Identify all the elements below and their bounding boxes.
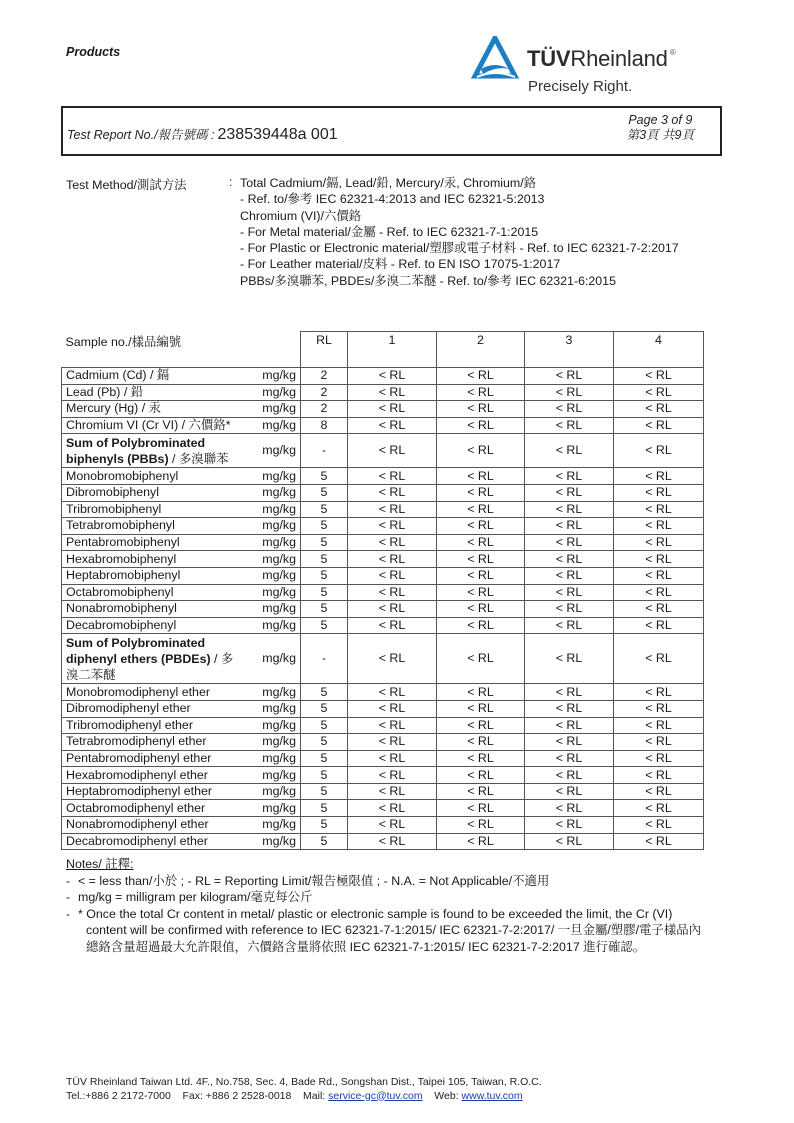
sample-2-result: < RL bbox=[437, 800, 525, 817]
sample-2-result: < RL bbox=[437, 750, 525, 767]
unit-cell: mg/kg bbox=[250, 601, 301, 618]
rl-cell: 5 bbox=[301, 534, 348, 551]
table-row bbox=[62, 617, 704, 634]
unit-cell: mg/kg bbox=[250, 501, 301, 518]
sample-3-result: < RL bbox=[525, 750, 614, 767]
table-row bbox=[62, 584, 704, 601]
sample-4-result: < RL bbox=[614, 700, 704, 717]
column-header-sample-1: 1 bbox=[348, 332, 437, 368]
unit-cell: mg/kg bbox=[250, 617, 301, 634]
table-row bbox=[62, 634, 704, 684]
rl-cell: 5 bbox=[301, 684, 348, 701]
table-row bbox=[62, 684, 704, 701]
results-table bbox=[61, 331, 704, 850]
unit-cell: mg/kg bbox=[250, 534, 301, 551]
unit-cell: mg/kg bbox=[250, 384, 301, 401]
column-header-sample-4: 4 bbox=[614, 332, 704, 368]
substance-name: Decabromodiphenyl ether bbox=[62, 833, 250, 850]
table-row bbox=[62, 567, 704, 584]
substance-name: Tribromodiphenyl ether bbox=[62, 717, 250, 734]
sample-2-result: < RL bbox=[437, 833, 525, 850]
substance-name: Monobromobiphenyl bbox=[62, 468, 250, 485]
test-method-list bbox=[240, 175, 679, 289]
sample-1-result: < RL bbox=[348, 417, 437, 434]
rl-cell: 5 bbox=[301, 783, 348, 800]
sample-1-result: < RL bbox=[348, 634, 437, 684]
sample-4-result: < RL bbox=[614, 634, 704, 684]
rl-cell: - bbox=[301, 434, 348, 468]
unit-cell: mg/kg bbox=[250, 417, 301, 434]
note-line: 總鉻含量超過最大允許限值，六價鉻含量將依照 IEC 62321-7-1:2015/ IEC 62321-7-2:2017 進行確認。 bbox=[86, 939, 646, 954]
substance-name: Nonabromodiphenyl ether bbox=[62, 817, 250, 834]
unit-cell: mg/kg bbox=[250, 518, 301, 535]
unit-cell: mg/kg bbox=[250, 567, 301, 584]
sample-3-result: < RL bbox=[525, 734, 614, 751]
table-row bbox=[62, 767, 704, 784]
substance-name-bold: Sum of Polybrominated diphenyl ethers (PBDEs) bbox=[66, 635, 211, 666]
test-method-line: PBBs/多溴聯苯, PBDEs/多溴二苯醚 - Ref. to/參考 IEC 62321-6:2015 bbox=[240, 273, 616, 288]
sample-4-result: < RL bbox=[614, 684, 704, 701]
sample-4-result: < RL bbox=[614, 601, 704, 618]
sample-3-result: < RL bbox=[525, 417, 614, 434]
table-row bbox=[62, 518, 704, 535]
sample-4-result: < RL bbox=[614, 534, 704, 551]
sample-1-result: < RL bbox=[348, 817, 437, 834]
table-row bbox=[62, 800, 704, 817]
sample-1-result: < RL bbox=[348, 551, 437, 568]
table-row bbox=[62, 434, 704, 468]
column-header-rl: RL bbox=[301, 332, 348, 368]
substance-name: Octabromodiphenyl ether bbox=[62, 800, 250, 817]
table-row bbox=[62, 417, 704, 434]
sample-1-result: < RL bbox=[348, 501, 437, 518]
sample-3-result: < RL bbox=[525, 817, 614, 834]
test-method-colon: : bbox=[229, 175, 233, 189]
sample-2-result: < RL bbox=[437, 551, 525, 568]
rl-cell: 5 bbox=[301, 767, 348, 784]
substance-name: Pentabromodiphenyl ether bbox=[62, 750, 250, 767]
sample-1-result: < RL bbox=[348, 734, 437, 751]
substance-name: Chromium VI (Cr VI) / 六價鉻* bbox=[62, 417, 250, 434]
unit-cell: mg/kg bbox=[250, 551, 301, 568]
sample-2-result: < RL bbox=[437, 484, 525, 501]
substance-name bbox=[62, 434, 250, 468]
sample-3-result: < RL bbox=[525, 468, 614, 485]
rl-cell: 5 bbox=[301, 567, 348, 584]
report-number-label: Test Report No./報告號碼 : bbox=[67, 128, 215, 142]
rl-cell: 2 bbox=[301, 368, 348, 385]
rl-cell: 5 bbox=[301, 717, 348, 734]
unit-cell: mg/kg bbox=[250, 817, 301, 834]
rl-cell: 5 bbox=[301, 750, 348, 767]
rl-cell: 5 bbox=[301, 468, 348, 485]
unit-cell: mg/kg bbox=[250, 800, 301, 817]
substance-name: Mercury (Hg) / 汞 bbox=[62, 401, 250, 418]
sample-4-result: < RL bbox=[614, 767, 704, 784]
table-row bbox=[62, 501, 704, 518]
registered-mark-icon: ® bbox=[669, 48, 676, 57]
footer-tel: Tel.:+886 2 2172-7000 bbox=[66, 1089, 171, 1102]
sample-1-result: < RL bbox=[348, 601, 437, 618]
sample-2-result: < RL bbox=[437, 468, 525, 485]
substance-name: Tribromobiphenyl bbox=[62, 501, 250, 518]
substance-name-zh: / 多溴聯苯 bbox=[168, 451, 229, 466]
rl-cell: 5 bbox=[301, 551, 348, 568]
sample-2-result: < RL bbox=[437, 518, 525, 535]
sample-3-result: < RL bbox=[525, 501, 614, 518]
rl-cell: 5 bbox=[301, 518, 348, 535]
page-footer bbox=[66, 1076, 542, 1103]
sample-4-result: < RL bbox=[614, 401, 704, 418]
sample-1-result: < RL bbox=[348, 783, 437, 800]
sample-3-result: < RL bbox=[525, 833, 614, 850]
section-label: Products bbox=[66, 45, 121, 59]
page-indicator-en: Page 3 of 9 bbox=[628, 113, 693, 127]
table-row bbox=[62, 368, 704, 385]
test-method-line: - For Plastic or Electronic material/塑膠或電子材料 - Ref. to IEC 62321-7-2:2017 bbox=[240, 241, 679, 256]
substance-name: Decabromobiphenyl bbox=[62, 617, 250, 634]
table-row bbox=[62, 833, 704, 850]
sample-1-result: < RL bbox=[348, 384, 437, 401]
unit-cell: mg/kg bbox=[250, 717, 301, 734]
unit-cell: mg/kg bbox=[250, 468, 301, 485]
sample-3-result: < RL bbox=[525, 567, 614, 584]
logo-tagline: Precisely Right. bbox=[528, 78, 633, 95]
triangle-logo-icon bbox=[471, 36, 519, 80]
sample-3-result: < RL bbox=[525, 518, 614, 535]
sample-4-result: < RL bbox=[614, 750, 704, 767]
sample-2-result: < RL bbox=[437, 734, 525, 751]
sample-2-result: < RL bbox=[437, 384, 525, 401]
logo-brand-bold: TÜV bbox=[527, 46, 571, 71]
sample-4-result: < RL bbox=[614, 734, 704, 751]
sample-1-result: < RL bbox=[348, 567, 437, 584]
sample-2-result: < RL bbox=[437, 617, 525, 634]
sample-3-result: < RL bbox=[525, 684, 614, 701]
sample-2-result: < RL bbox=[437, 601, 525, 618]
sample-4-result: < RL bbox=[614, 584, 704, 601]
table-row bbox=[62, 468, 704, 485]
table-row bbox=[62, 817, 704, 834]
rl-cell: 5 bbox=[301, 833, 348, 850]
sample-4-result: < RL bbox=[614, 551, 704, 568]
rl-cell: 5 bbox=[301, 800, 348, 817]
sample-3-result: < RL bbox=[525, 617, 614, 634]
table-row bbox=[62, 783, 704, 800]
unit-cell: mg/kg bbox=[250, 750, 301, 767]
rl-cell: 5 bbox=[301, 700, 348, 717]
sample-1-result: < RL bbox=[348, 833, 437, 850]
substance-name: Monobromodiphenyl ether bbox=[62, 684, 250, 701]
rl-cell: 2 bbox=[301, 401, 348, 418]
substance-name: Tetrabromodiphenyl ether bbox=[62, 734, 250, 751]
tuv-rheinland-logo bbox=[471, 36, 721, 98]
sample-4-result: < RL bbox=[614, 833, 704, 850]
rl-cell: 5 bbox=[301, 817, 348, 834]
sample-4-result: < RL bbox=[614, 368, 704, 385]
sample-2-result: < RL bbox=[437, 501, 525, 518]
rl-cell: 5 bbox=[301, 501, 348, 518]
rl-cell: 8 bbox=[301, 417, 348, 434]
table-row bbox=[62, 750, 704, 767]
note-dash: - bbox=[66, 890, 71, 904]
sample-3-result: < RL bbox=[525, 434, 614, 468]
table-row bbox=[62, 551, 704, 568]
rl-cell: 2 bbox=[301, 384, 348, 401]
note-line: * Once the total Cr content in metal/ plastic or electronic sample is found to be exceeded the limit, the Cr (VI) bbox=[78, 906, 673, 921]
footer-mail-link[interactable]: service-gc@tuv.com bbox=[328, 1089, 423, 1102]
sample-3-result: < RL bbox=[525, 534, 614, 551]
table-row bbox=[62, 384, 704, 401]
sample-1-result: < RL bbox=[348, 700, 437, 717]
sample-3-result: < RL bbox=[525, 634, 614, 684]
test-method-line: Total Cadmium/鎘, Lead/鉛, Mercury/汞, Chromium/鉻 bbox=[240, 176, 537, 190]
rl-cell: 5 bbox=[301, 617, 348, 634]
sample-1-result: < RL bbox=[348, 401, 437, 418]
sample-1-result: < RL bbox=[348, 750, 437, 767]
unit-cell: mg/kg bbox=[250, 368, 301, 385]
sample-1-result: < RL bbox=[348, 534, 437, 551]
sample-4-result: < RL bbox=[614, 434, 704, 468]
test-method-line: Chromium (VI)/六價鉻 bbox=[240, 208, 362, 223]
sample-4-result: < RL bbox=[614, 384, 704, 401]
sample-1-result: < RL bbox=[348, 518, 437, 535]
note-item bbox=[66, 906, 766, 956]
sample-2-result: < RL bbox=[437, 434, 525, 468]
sample-4-result: < RL bbox=[614, 484, 704, 501]
sample-4-result: < RL bbox=[614, 567, 704, 584]
substance-name-bold: Sum of Polybrominated biphenyls (PBBs) bbox=[66, 435, 206, 466]
sample-4-result: < RL bbox=[614, 468, 704, 485]
footer-web-label: Web: bbox=[434, 1089, 459, 1102]
rl-cell: 5 bbox=[301, 584, 348, 601]
substance-name: Heptabromobiphenyl bbox=[62, 567, 250, 584]
substance-name: Dibromobiphenyl bbox=[62, 484, 250, 501]
note-line: < = less than/小於 ; - RL = Reporting Limit/報告極限值 ; - N.A. = Not Applicable/不適用 bbox=[78, 873, 550, 888]
sample-3-result: < RL bbox=[525, 584, 614, 601]
footer-web-link[interactable]: www.tuv.com bbox=[461, 1089, 523, 1102]
sample-2-result: < RL bbox=[437, 401, 525, 418]
sample-1-result: < RL bbox=[348, 800, 437, 817]
substance-name: Tetrabromobiphenyl bbox=[62, 518, 250, 535]
unit-cell: mg/kg bbox=[250, 401, 301, 418]
test-method-line: - For Leather material/皮料 - Ref. to EN ISO 17075-1:2017 bbox=[240, 257, 561, 272]
footer-mail-label: Mail: bbox=[303, 1089, 326, 1102]
sample-3-result: < RL bbox=[525, 700, 614, 717]
sample-2-result: < RL bbox=[437, 567, 525, 584]
substance-name bbox=[62, 634, 250, 684]
substance-name: Dibromodiphenyl ether bbox=[62, 700, 250, 717]
note-dash: - bbox=[66, 906, 71, 921]
sample-4-result: < RL bbox=[614, 783, 704, 800]
sample-4-result: < RL bbox=[614, 800, 704, 817]
sample-3-result: < RL bbox=[525, 783, 614, 800]
unit-cell: mg/kg bbox=[250, 634, 301, 684]
substance-name: Octabromobiphenyl bbox=[62, 584, 250, 601]
substance-name-zh: / 多溴二苯醚 bbox=[66, 651, 234, 682]
sample-2-result: < RL bbox=[437, 783, 525, 800]
sample-3-result: < RL bbox=[525, 601, 614, 618]
sample-1-result: < RL bbox=[348, 484, 437, 501]
sample-3-result: < RL bbox=[525, 717, 614, 734]
sample-2-result: < RL bbox=[437, 684, 525, 701]
page-indicator-zh: 第3頁 共9頁 bbox=[626, 128, 694, 142]
sample-3-result: < RL bbox=[525, 384, 614, 401]
sample-1-result: < RL bbox=[348, 717, 437, 734]
sample-2-result: < RL bbox=[437, 700, 525, 717]
unit-cell: mg/kg bbox=[250, 767, 301, 784]
test-method-label: Test Method/測試方法 bbox=[66, 178, 187, 192]
sample-1-result: < RL bbox=[348, 684, 437, 701]
sample-1-result: < RL bbox=[348, 368, 437, 385]
column-header-sample-3: 3 bbox=[525, 332, 614, 368]
sample-2-result: < RL bbox=[437, 767, 525, 784]
substance-name: Nonabromobiphenyl bbox=[62, 601, 250, 618]
sample-1-result: < RL bbox=[348, 434, 437, 468]
sample-3-result: < RL bbox=[525, 401, 614, 418]
table-row bbox=[62, 700, 704, 717]
sample-no-label: Sample no./樣品編號 bbox=[65, 334, 182, 349]
sample-1-result: < RL bbox=[348, 617, 437, 634]
table-row bbox=[62, 484, 704, 501]
note-dash: - bbox=[66, 873, 71, 888]
sample-2-result: < RL bbox=[437, 368, 525, 385]
rl-cell: 5 bbox=[301, 484, 348, 501]
sample-4-result: < RL bbox=[614, 417, 704, 434]
unit-cell: mg/kg bbox=[250, 584, 301, 601]
unit-cell: mg/kg bbox=[250, 734, 301, 751]
rl-cell: 5 bbox=[301, 601, 348, 618]
sample-2-result: < RL bbox=[437, 634, 525, 684]
sample-1-result: < RL bbox=[348, 468, 437, 485]
unit-cell: mg/kg bbox=[250, 700, 301, 717]
note-item bbox=[66, 873, 766, 890]
sample-4-result: < RL bbox=[614, 501, 704, 518]
table-row bbox=[62, 401, 704, 418]
test-method-line: - Ref. to/參考 IEC 62321-4:2013 and IEC 62321-5:2013 bbox=[240, 192, 545, 207]
unit-cell: mg/kg bbox=[250, 484, 301, 501]
notes-section bbox=[66, 856, 766, 955]
sample-4-result: < RL bbox=[614, 817, 704, 834]
footer-contact bbox=[66, 1090, 542, 1104]
sample-3-result: < RL bbox=[525, 800, 614, 817]
table-header-row bbox=[62, 332, 704, 368]
sample-4-result: < RL bbox=[614, 518, 704, 535]
substance-name: Hexabromodiphenyl ether bbox=[62, 767, 250, 784]
note-line: mg/kg = milligram per kilogram/毫克每公斤 bbox=[78, 890, 313, 904]
footer-fax: Fax: +886 2 2528-0018 bbox=[182, 1089, 292, 1102]
table-row bbox=[62, 534, 704, 551]
column-header-sample-2: 2 bbox=[437, 332, 525, 368]
substance-name: Cadmium (Cd) / 鎘 bbox=[62, 368, 250, 385]
substance-name: Hexabromobiphenyl bbox=[62, 551, 250, 568]
note-line: content will be confirmed with reference to IEC 62321-7-1:2015/ IEC 62321-7-2:2017/ 一旦金屬/塑膠/電子樣品內 bbox=[86, 923, 701, 937]
sample-1-result: < RL bbox=[348, 767, 437, 784]
table-row bbox=[62, 734, 704, 751]
sample-2-result: < RL bbox=[437, 584, 525, 601]
sample-2-result: < RL bbox=[437, 534, 525, 551]
sample-3-result: < RL bbox=[525, 551, 614, 568]
report-number-box bbox=[61, 106, 722, 156]
table-row bbox=[62, 717, 704, 734]
sample-2-result: < RL bbox=[437, 817, 525, 834]
note-item bbox=[66, 889, 766, 906]
page-indicator bbox=[627, 113, 694, 143]
sample-2-result: < RL bbox=[437, 417, 525, 434]
sample-2-result: < RL bbox=[437, 717, 525, 734]
substance-name: Pentabromobiphenyl bbox=[62, 534, 250, 551]
unit-cell: mg/kg bbox=[250, 783, 301, 800]
test-method-line: - For Metal material/金屬 - Ref. to IEC 62321-7-1:2015 bbox=[240, 224, 539, 239]
sample-3-result: < RL bbox=[525, 368, 614, 385]
logo-brand-regular: Rheinland bbox=[570, 46, 668, 71]
header-spacer bbox=[250, 332, 301, 368]
unit-cell: mg/kg bbox=[250, 833, 301, 850]
unit-cell: mg/kg bbox=[250, 434, 301, 468]
substance-name: Lead (Pb) / 鉛 bbox=[62, 384, 250, 401]
sample-1-result: < RL bbox=[348, 584, 437, 601]
report-number: 238539448a 001 bbox=[217, 126, 338, 143]
table-row bbox=[62, 601, 704, 618]
sample-4-result: < RL bbox=[614, 717, 704, 734]
footer-address: TÜV Rheinland Taiwan Ltd. 4F., No.758, Sec. 4, Bade Rd., Songshan Dist., Taipei 105, Taiwan, R.O.C. bbox=[66, 1076, 542, 1088]
substance-name: Heptabromodiphenyl ether bbox=[62, 783, 250, 800]
sample-4-result: < RL bbox=[614, 617, 704, 634]
sample-3-result: < RL bbox=[525, 767, 614, 784]
notes-title: Notes/ 註釋: bbox=[66, 857, 134, 871]
sample-3-result: < RL bbox=[525, 484, 614, 501]
unit-cell: mg/kg bbox=[250, 684, 301, 701]
rl-cell: - bbox=[301, 634, 348, 684]
rl-cell: 5 bbox=[301, 734, 348, 751]
